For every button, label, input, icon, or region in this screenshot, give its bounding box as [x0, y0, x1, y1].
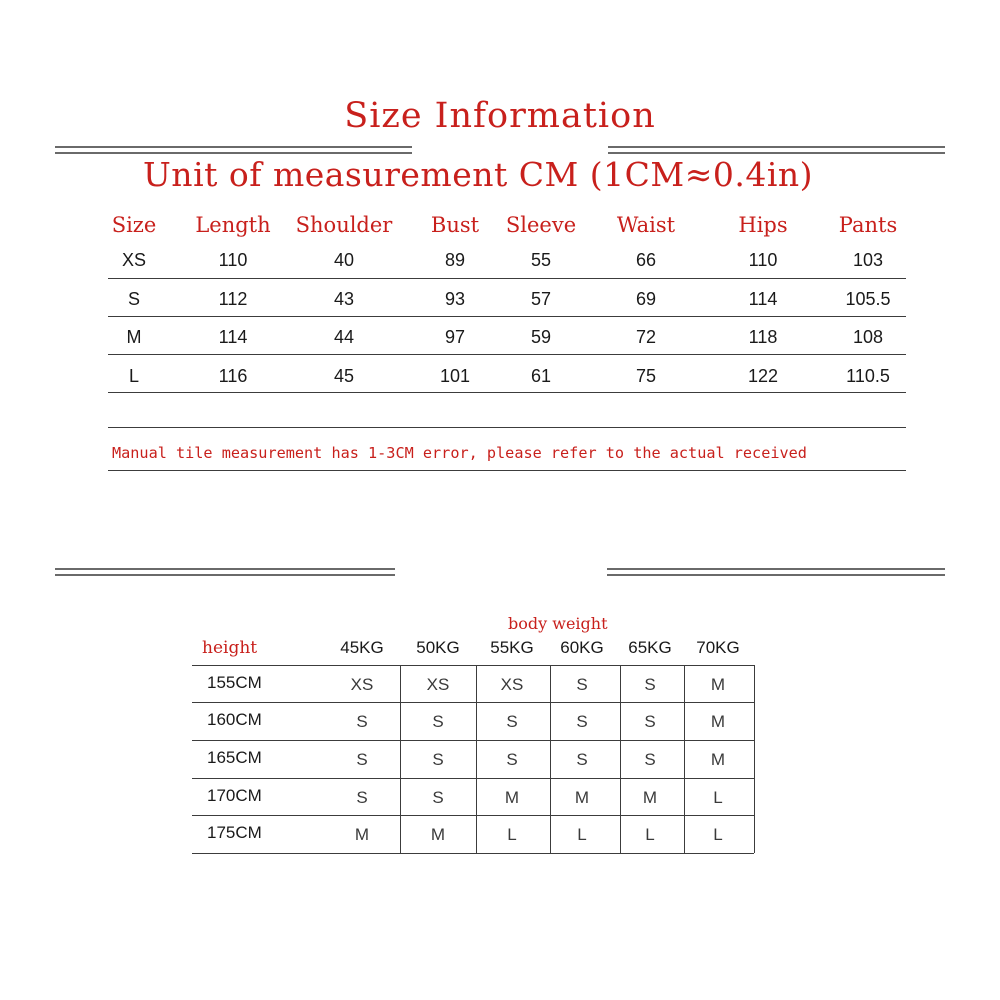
size-cell-waist: 75 — [635, 366, 657, 386]
size-header-bust: Bust — [430, 213, 480, 237]
size-cell-pants: 108 — [852, 327, 884, 347]
size-header-pants: Pants — [838, 213, 898, 237]
size-label: XS — [121, 250, 147, 270]
size-cell-pants: 105.5 — [845, 289, 891, 309]
size-table-row-rule — [108, 354, 906, 355]
size-table-row-rule — [108, 278, 906, 279]
size-label: M — [126, 327, 142, 347]
recommended-size-cell: S — [356, 750, 368, 769]
size-cell-bust: 97 — [444, 327, 466, 347]
weight-grid-row-rule — [192, 815, 754, 816]
size-cell-sleeve: 55 — [530, 250, 552, 270]
size-header-waist: Waist — [616, 213, 676, 237]
recommended-size-cell: S — [356, 788, 368, 807]
height-label: height — [202, 638, 258, 658]
size-cell-bust: 101 — [439, 366, 471, 386]
weight-header: 45KG — [340, 638, 384, 657]
recommended-size-cell: S — [356, 712, 368, 731]
height-label-cell: 175CM — [207, 823, 262, 842]
page-title: Size Information — [344, 96, 656, 136]
note-rule-top — [108, 427, 906, 428]
divider-middle-left — [55, 568, 395, 576]
size-cell-hips: 118 — [748, 327, 778, 347]
weight-grid-row-rule — [192, 665, 754, 666]
recommended-size-cell: M — [574, 788, 590, 807]
size-cell-bust: 89 — [444, 250, 466, 270]
recommended-size-cell: M — [710, 750, 726, 769]
recommended-size-cell: XS — [500, 675, 524, 694]
size-cell-pants: 110.5 — [846, 366, 890, 386]
size-label: S — [127, 289, 141, 309]
size-cell-hips: 114 — [748, 289, 778, 309]
recommended-size-cell: M — [642, 788, 658, 807]
weight-header: 65KG — [628, 638, 672, 657]
weight-grid-row-rule — [192, 778, 754, 779]
weight-header: 60KG — [560, 638, 604, 657]
size-cell-shoulder: 44 — [333, 327, 355, 347]
recommended-size-cell: L — [713, 825, 723, 844]
weight-header: 70KG — [696, 638, 740, 657]
size-table-row-rule — [108, 316, 906, 317]
height-label-cell: 170CM — [207, 786, 262, 805]
recommended-size-cell: XS — [426, 675, 450, 694]
weight-grid-col-rule — [754, 665, 755, 853]
recommended-size-cell: M — [354, 825, 370, 844]
weight-grid-col-rule — [620, 665, 621, 853]
size-header-hips: Hips — [738, 213, 788, 237]
recommended-size-cell: S — [576, 712, 588, 731]
size-header-length: Length — [195, 213, 271, 237]
height-label-cell: 160CM — [207, 710, 262, 729]
recommended-size-cell: S — [432, 712, 444, 731]
recommended-size-cell: M — [710, 712, 726, 731]
divider-top — [55, 146, 412, 154]
size-label: L — [128, 366, 140, 386]
size-cell-length: 110 — [218, 250, 248, 270]
recommended-size-cell: L — [507, 825, 517, 844]
recommended-size-cell: L — [577, 825, 587, 844]
size-cell-waist: 69 — [635, 289, 657, 309]
size-cell-shoulder: 43 — [333, 289, 355, 309]
recommended-size-cell: S — [432, 750, 444, 769]
size-cell-waist: 66 — [635, 250, 657, 270]
note-rule-bottom — [108, 470, 906, 471]
divider-top-right — [608, 146, 945, 154]
size-cell-sleeve: 61 — [530, 366, 552, 386]
weight-grid-col-rule — [400, 665, 401, 853]
recommended-size-cell: S — [644, 712, 656, 731]
size-header-shoulder: Shoulder — [295, 213, 393, 237]
weight-grid-col-rule — [684, 665, 685, 853]
recommended-size-cell: S — [506, 750, 518, 769]
size-cell-hips: 110 — [748, 250, 778, 270]
size-header-size: Size — [111, 213, 157, 237]
body-weight-caption: body weight — [508, 614, 608, 633]
size-cell-hips: 122 — [747, 366, 779, 386]
size-table-row-rule — [108, 392, 906, 393]
weight-grid-col-rule — [550, 665, 551, 853]
height-label-cell: 155CM — [207, 673, 262, 692]
size-cell-shoulder: 45 — [333, 366, 355, 386]
size-cell-bust: 93 — [444, 289, 466, 309]
size-cell-waist: 72 — [635, 327, 657, 347]
recommended-size-cell: L — [713, 788, 723, 807]
recommended-size-cell: S — [644, 675, 656, 694]
recommended-size-cell: M — [710, 675, 726, 694]
recommended-size-cell: S — [644, 750, 656, 769]
size-cell-sleeve: 57 — [530, 289, 552, 309]
size-cell-shoulder: 40 — [333, 250, 355, 270]
recommended-size-cell: L — [645, 825, 655, 844]
divider-middle-right — [607, 568, 945, 576]
weight-header: 55KG — [490, 638, 534, 657]
size-cell-length: 116 — [218, 366, 248, 386]
weight-grid-col-rule — [476, 665, 477, 853]
recommended-size-cell: M — [430, 825, 446, 844]
recommended-size-cell: XS — [350, 675, 374, 694]
measurement-note: Manual tile measurement has 1-3CM error, please refer to the actual received — [112, 444, 807, 462]
size-cell-sleeve: 59 — [530, 327, 552, 347]
recommended-size-cell: S — [506, 712, 518, 731]
recommended-size-cell: S — [576, 750, 588, 769]
size-header-sleeve: Sleeve — [505, 213, 577, 237]
weight-grid-row-rule — [192, 702, 754, 703]
weight-grid-row-rule — [192, 853, 754, 854]
size-cell-length: 112 — [218, 289, 248, 309]
height-label-cell: 165CM — [207, 748, 262, 767]
weight-header: 50KG — [416, 638, 460, 657]
recommended-size-cell: M — [504, 788, 520, 807]
recommended-size-cell: S — [576, 675, 588, 694]
recommended-size-cell: S — [432, 788, 444, 807]
weight-grid-row-rule — [192, 740, 754, 741]
unit-subtitle: Unit of measurement CM (1CM≈0.4in) — [143, 155, 814, 194]
size-cell-pants: 103 — [852, 250, 884, 270]
size-cell-length: 114 — [218, 327, 248, 347]
